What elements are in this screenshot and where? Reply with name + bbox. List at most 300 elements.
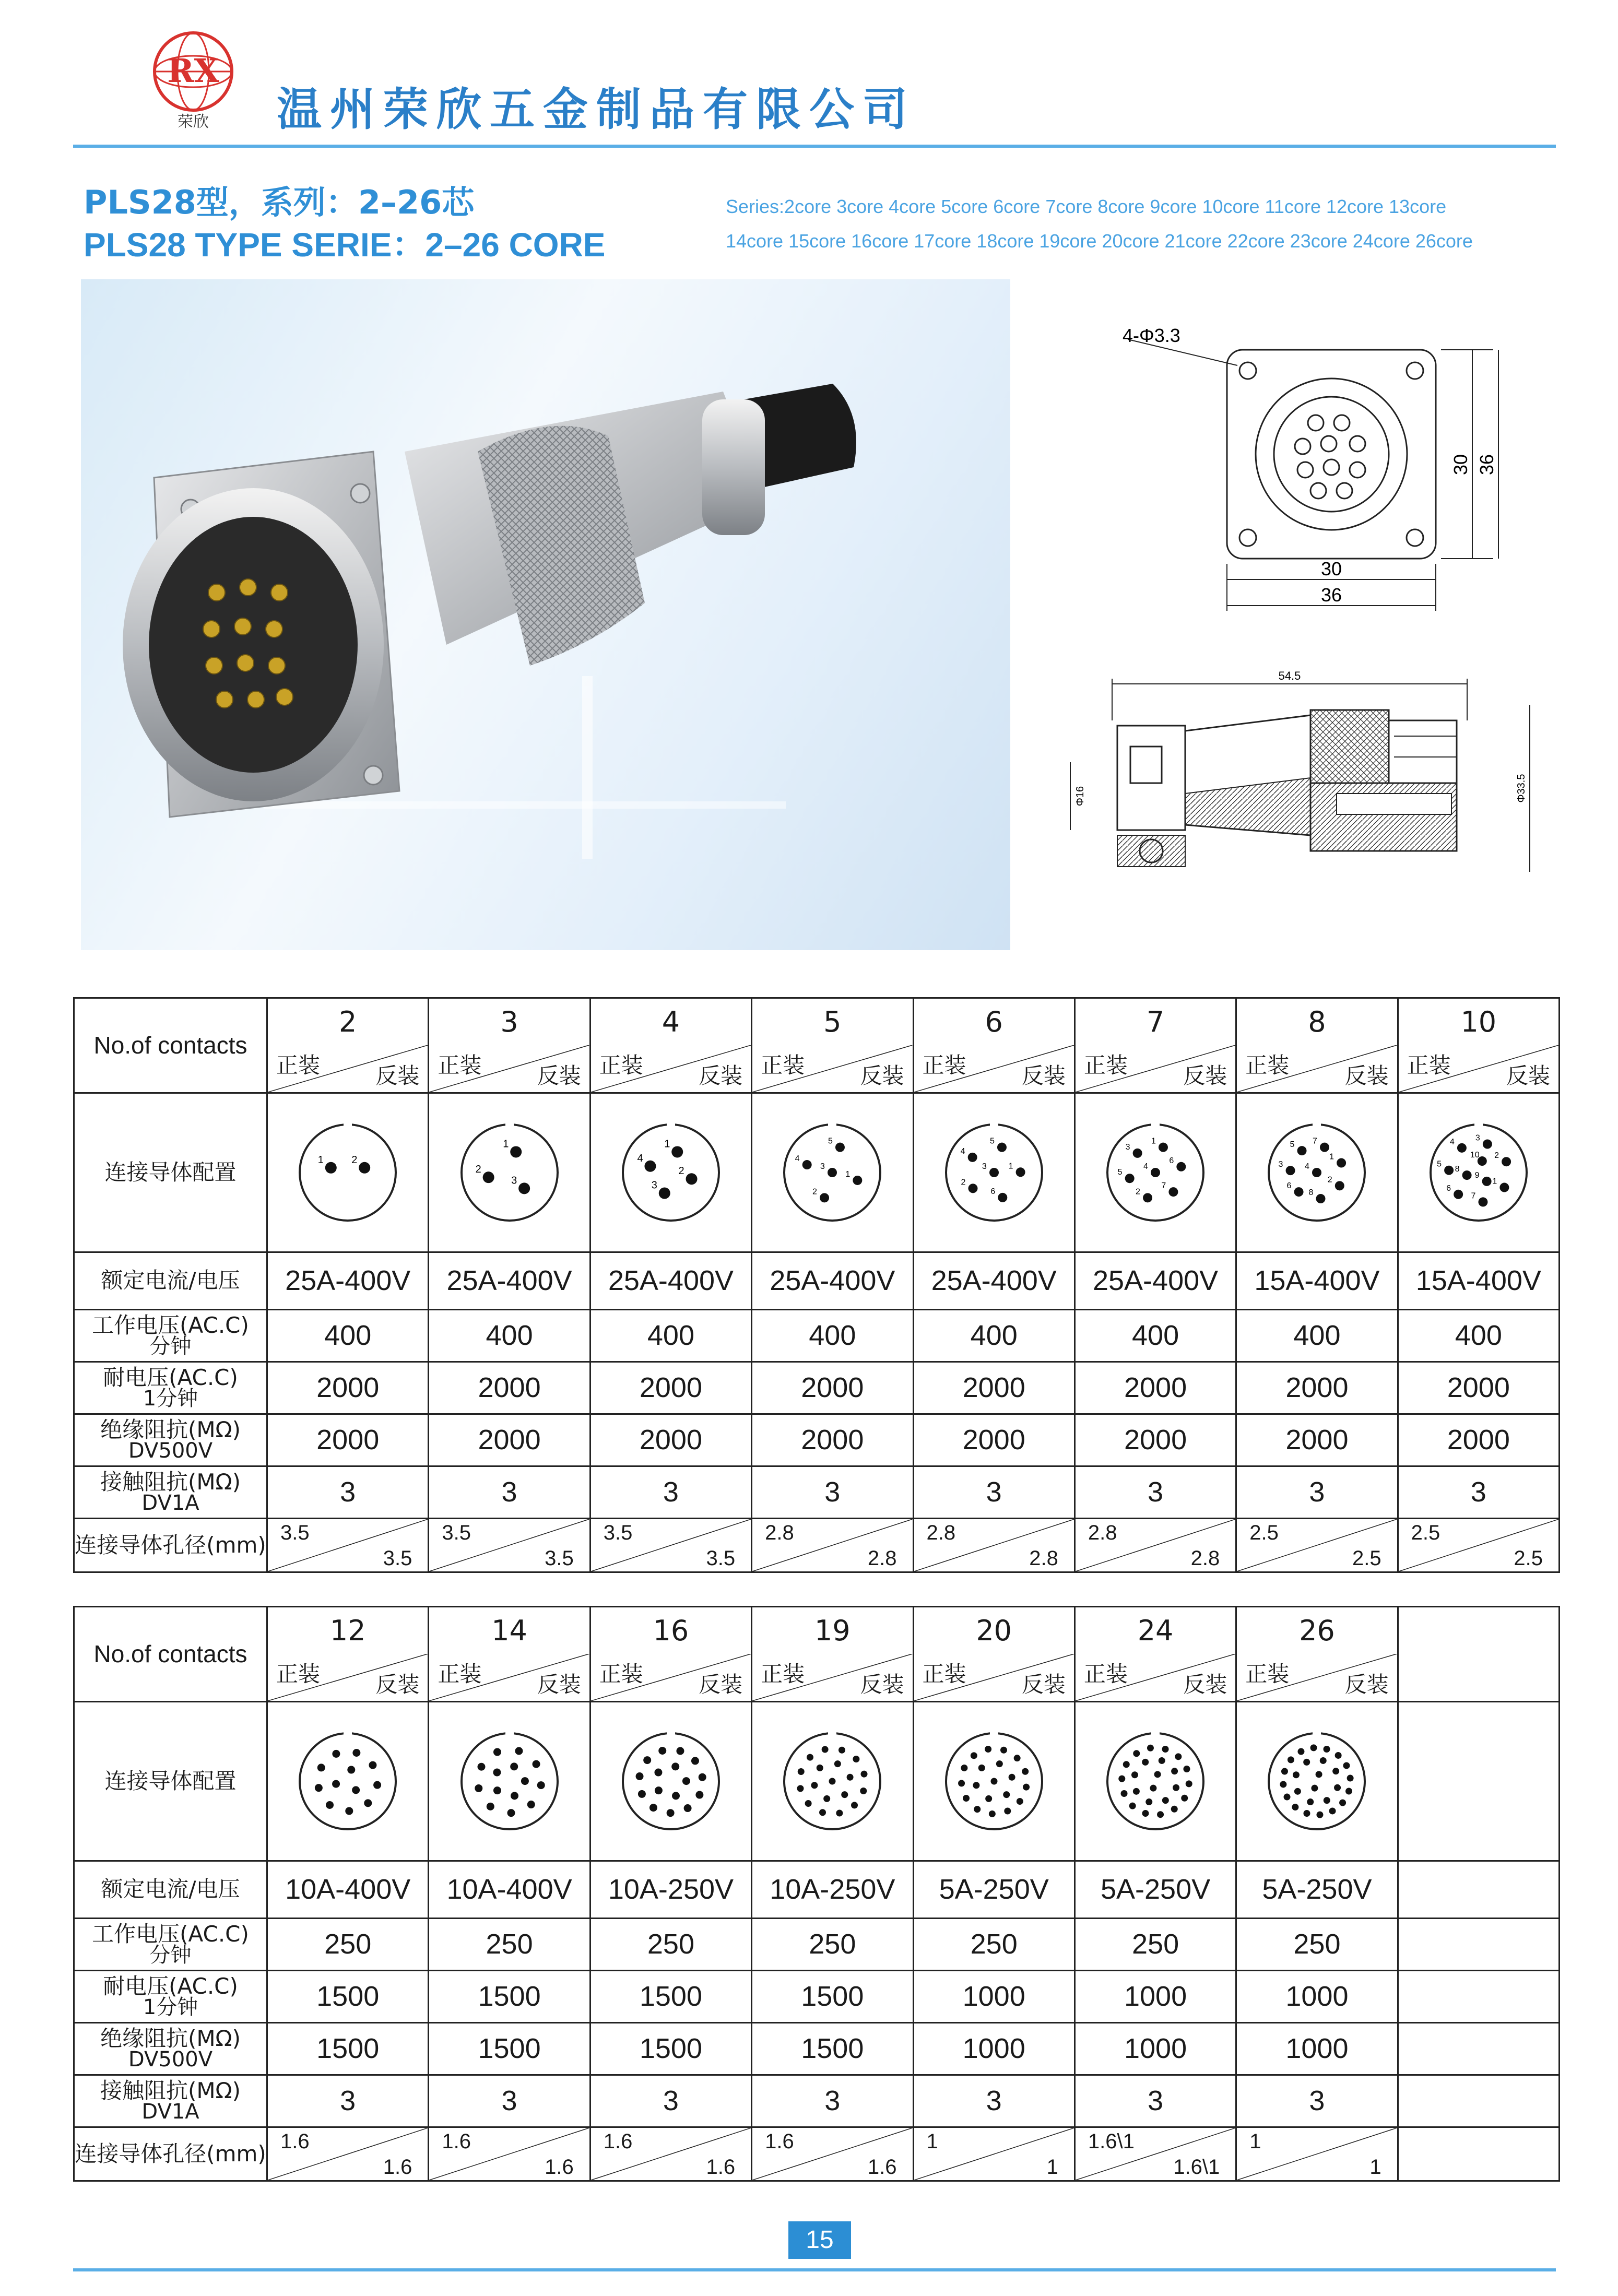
pin-number: 1 (1151, 1137, 1156, 1146)
pin-config-cell (590, 1093, 751, 1252)
pin-dot (1347, 1774, 1354, 1781)
pin-dot (1176, 1162, 1186, 1171)
pin-dot (1145, 1798, 1152, 1805)
contact-count: 4 (590, 998, 751, 1045)
empty-cell (1398, 2127, 1559, 2181)
pin-dot (1181, 1794, 1188, 1801)
pin-dot (682, 1777, 690, 1785)
pin-dot (1478, 1197, 1487, 1206)
pin-layout-diagram (457, 1120, 562, 1225)
mount-type (591, 1045, 751, 1092)
insulation-value: 1000 (1236, 2022, 1398, 2075)
contact-value: 3 (913, 1466, 1074, 1518)
pin-dot (1186, 1780, 1192, 1787)
mount-rear: 反装 (537, 1062, 581, 1088)
pin-dot (1317, 1811, 1324, 1818)
pin-dot (684, 1804, 692, 1812)
mount-type (1076, 1045, 1235, 1092)
hole-rear-value: 2.8 (1190, 1546, 1220, 1570)
rating-value: 25A-400V (752, 1252, 913, 1309)
rating-value: 5A-250V (1074, 1861, 1236, 1918)
pin-dot (861, 1770, 868, 1777)
work-value: 400 (590, 1309, 751, 1362)
pin-config-cell (913, 1093, 1074, 1252)
pin-dot (836, 1809, 843, 1816)
hole-front-value: 1.6 (765, 2129, 794, 2153)
svg-text:RX: RX (167, 52, 219, 90)
mount-front: 正装 (761, 1661, 805, 1687)
pin-dot (1123, 1761, 1130, 1768)
pin-layout-diagram (1103, 1729, 1208, 1833)
contact-value: 3 (267, 1466, 429, 1518)
mount-type-cell (1398, 1045, 1559, 1093)
pin-dot (691, 1757, 699, 1765)
pin-number: 2 (961, 1177, 966, 1187)
mount-type (1076, 1654, 1235, 1701)
pin-dot (369, 1761, 377, 1769)
mount-rear: 反装 (1183, 1671, 1227, 1697)
mount-rear: 反装 (1021, 1671, 1066, 1697)
company-name: 温州荣欣五金制品有限公司 (277, 84, 916, 136)
hole-rear-value: 1.6 (706, 2155, 736, 2179)
pin-dot (853, 1755, 860, 1762)
mount-rear: 反装 (1021, 1062, 1066, 1088)
pin-dot (1118, 1775, 1125, 1782)
pin-dot (1462, 1170, 1471, 1180)
logo-caption: 荣欣 (178, 113, 209, 131)
mount-rear: 反装 (1183, 1062, 1227, 1088)
pin-dot (1307, 1798, 1314, 1805)
config-label (74, 1701, 267, 1861)
mount-type-cell (267, 1045, 429, 1093)
pin-number: 4 (960, 1146, 965, 1156)
pin-layout-diagram (942, 1120, 1046, 1225)
pin-dot (1304, 1758, 1310, 1765)
contact-resistance-label-subtext: DV1A (141, 1491, 199, 1515)
hole-rear-value: 3.5 (383, 1546, 412, 1570)
pin-number: 2 (475, 1163, 481, 1175)
mount-type (752, 1045, 912, 1092)
pin-layout-diagram (1265, 1120, 1369, 1225)
rating-value: 25A-400V (913, 1252, 1074, 1309)
mount-type (429, 1045, 589, 1092)
pin-dot (1292, 1804, 1299, 1810)
config-label-text: 连接导体配置 (104, 1159, 237, 1185)
pin-config-cell (590, 1701, 751, 1861)
contact-value: 3 (752, 1466, 913, 1518)
contact-count: 5 (752, 998, 913, 1045)
pin-number: 3 (820, 1162, 825, 1171)
contact-value: 3 (752, 2075, 913, 2127)
pin-dot (1298, 1748, 1305, 1755)
rating-value: 15A-400V (1398, 1252, 1559, 1309)
pin-number: 1 (317, 1154, 324, 1166)
insulation-value: 1500 (590, 2022, 751, 2075)
pin-config-cell (752, 1093, 913, 1252)
insulation-value: 2000 (267, 1414, 429, 1466)
pin-number: 5 (1117, 1167, 1123, 1177)
insulation-resistance-label-text: 绝缘阻抗(MΩ) (100, 2026, 241, 2051)
pin-number: 8 (1308, 1188, 1314, 1197)
work-value: 250 (752, 1918, 913, 1970)
pin-number: 5 (989, 1137, 995, 1146)
pin-config-cell (752, 1701, 913, 1861)
pin-dot (667, 1809, 675, 1817)
pin-dot (317, 1764, 325, 1771)
pin-dot (1131, 1771, 1138, 1778)
insulation-resistance-label-subtext: DV500V (128, 2048, 213, 2072)
pin-dot (1154, 1771, 1161, 1778)
hole-front-value: 2.5 (1411, 1521, 1440, 1544)
svg-text:Φ33.5: Φ33.5 (1516, 774, 1527, 803)
pin-dot (1159, 1142, 1168, 1152)
insulation-resistance-label (74, 1414, 267, 1466)
mount-type-cell (752, 1654, 913, 1702)
pin-layout-diagram (296, 1729, 400, 1833)
pin-number: 1 (1492, 1177, 1497, 1186)
pin-number: 4 (795, 1154, 800, 1163)
withstand-voltage-label (74, 1362, 267, 1414)
hole-diameter-cell (913, 2127, 1074, 2181)
contacts-header-text: No.of contacts (93, 1032, 247, 1059)
pin-dot (326, 1801, 334, 1808)
pin-dot (1184, 1766, 1190, 1772)
pin-dot (1339, 1799, 1346, 1806)
pin-dot (961, 1764, 967, 1771)
hole-diameter (1237, 1519, 1397, 1571)
mount-rear: 反装 (1344, 1062, 1389, 1088)
pin-dot (1297, 1146, 1307, 1155)
hole-diameter-cell (590, 1518, 751, 1572)
pin-config-cell (267, 1701, 429, 1861)
work-value: 400 (1398, 1309, 1559, 1362)
mount-front: 正装 (438, 1052, 482, 1078)
pin-dot (1316, 1194, 1326, 1203)
pin-dot (989, 1810, 996, 1817)
pin-number: 9 (1474, 1170, 1480, 1180)
pin-dot (829, 1778, 836, 1784)
pin-dot (1162, 1797, 1169, 1804)
hole-rear-value: 1 (1046, 2155, 1058, 2179)
work-value: 250 (1236, 1918, 1398, 1970)
contact-count: 3 (429, 998, 590, 1045)
withstand-value: 2000 (1236, 1362, 1398, 1414)
pin-dot (847, 1773, 854, 1780)
hole-diameter (752, 1519, 912, 1571)
mount-type-cell (429, 1045, 590, 1093)
pin-dot (1162, 1745, 1169, 1752)
contact-count: 7 (1074, 998, 1236, 1045)
pin-dot (1284, 1793, 1291, 1800)
pin-dot (1159, 1757, 1165, 1764)
pin-dot (1151, 1168, 1160, 1177)
pin-dot (1157, 1811, 1164, 1818)
hole-rear-value: 2.5 (1514, 1546, 1543, 1570)
config-label (74, 1093, 267, 1252)
pin-dot (537, 1781, 545, 1789)
mount-front: 正装 (276, 1052, 321, 1078)
working-voltage-label-subtext: 分钟 (149, 1334, 192, 1358)
mount-type-cell (590, 1045, 751, 1093)
hole-diameter-cell (1236, 2127, 1398, 2181)
work-value: 250 (429, 1918, 590, 1970)
pin-dot (1168, 1187, 1178, 1197)
pin-dot (671, 1762, 679, 1770)
hole-rear-value: 3.5 (545, 1546, 574, 1570)
work-value: 250 (1074, 1918, 1236, 1970)
pin-dot (686, 1173, 697, 1185)
empty-cell (1398, 1970, 1559, 2022)
hole-diameter (1399, 1519, 1558, 1571)
contacts-header (74, 1607, 267, 1702)
withstand-value: 1000 (1236, 1970, 1398, 2022)
hole-diameter-label (74, 1518, 267, 1572)
pin-number: 4 (1305, 1162, 1310, 1171)
hole-front-value: 2.8 (765, 1521, 794, 1544)
pin-layout-diagram (942, 1729, 1046, 1833)
insulation-value: 2000 (752, 1414, 913, 1466)
pin-number: 7 (1161, 1181, 1166, 1190)
pin-config-cell (429, 1093, 590, 1252)
mount-rear: 反装 (1344, 1671, 1389, 1697)
contact-count: 14 (429, 1607, 590, 1654)
pin-number: 2 (678, 1165, 684, 1177)
svg-text:54.5: 54.5 (1278, 669, 1301, 682)
pin-dot (493, 1748, 501, 1756)
pin-dot (521, 1777, 528, 1785)
hole-rear-value: 2.5 (1352, 1546, 1381, 1570)
pin-dot (973, 1782, 979, 1789)
withstand-value: 2000 (752, 1362, 913, 1414)
contacts-header (74, 998, 267, 1093)
contact-count: 16 (590, 1607, 751, 1654)
withstand-voltage-label-subtext: 1分钟 (143, 1387, 198, 1411)
pin-config-cell (267, 1093, 429, 1252)
contact-value: 3 (429, 1466, 590, 1518)
pin-dot (1133, 1750, 1140, 1757)
pin-dot (510, 1146, 522, 1157)
insulation-value: 1500 (429, 2022, 590, 2075)
pin-dot (638, 1790, 646, 1797)
pin-dot (511, 1792, 518, 1800)
pin-dot (834, 1760, 841, 1767)
pin-dot (974, 1806, 981, 1813)
hole-front-value: 1 (1249, 2129, 1261, 2153)
pin-dot (1345, 1788, 1352, 1794)
pin-number: 5 (1436, 1159, 1442, 1169)
pin-dot (967, 1152, 977, 1162)
svg-text:36: 36 (1320, 584, 1342, 606)
pin-dot (797, 1785, 804, 1792)
withstand-value: 1500 (590, 1970, 751, 2022)
pin-dot (1329, 1807, 1336, 1814)
empty-cell (1398, 1607, 1559, 1702)
svg-text:30: 30 (1450, 454, 1471, 476)
pin-dot (1454, 1189, 1463, 1199)
pin-config-cell (1074, 1701, 1236, 1861)
contact-resistance-label-text: 接触阻抗(MΩ) (100, 1469, 241, 1495)
hole-diameter (752, 2128, 912, 2180)
insulation-value: 1500 (752, 2022, 913, 2075)
hole-diameter-label-text: 连接导体孔径(mm) (75, 2140, 266, 2167)
work-value: 400 (1236, 1309, 1398, 1362)
pin-dot (1304, 1810, 1310, 1817)
hole-diameter (1076, 1519, 1235, 1571)
pin-config-cell (429, 1701, 590, 1861)
contact-count: 20 (913, 1607, 1074, 1654)
pin-dot (1000, 1746, 1007, 1753)
hole-rear-value: 1.6 (383, 2155, 412, 2179)
withstand-value: 1000 (1074, 1970, 1236, 2022)
pin-dot (1343, 1762, 1350, 1769)
pin-number: 3 (511, 1174, 517, 1186)
contact-value: 3 (267, 2075, 429, 2127)
pin-dot (518, 1182, 530, 1194)
pin-dot (838, 1746, 845, 1753)
pin-dot (1320, 1757, 1327, 1764)
mount-type (268, 1045, 428, 1092)
pin-dot (1171, 1768, 1178, 1774)
title-chinese: PLS28型，系列：2–26芯 (84, 183, 475, 221)
pin-dot (807, 1754, 813, 1760)
pin-dot (482, 1171, 494, 1183)
pin-dot (1175, 1753, 1182, 1760)
pin-dot (347, 1766, 355, 1773)
pin-dot (658, 1746, 666, 1754)
pin-layout-diagram (457, 1729, 562, 1833)
work-value: 400 (1074, 1309, 1236, 1362)
hole-diameter (914, 1519, 1074, 1571)
pin-dot (477, 1762, 485, 1770)
pin-dot (989, 1168, 999, 1177)
pin-dot (968, 1183, 977, 1193)
hole-front-value: 2.5 (1249, 1521, 1279, 1544)
mount-front: 正装 (438, 1661, 482, 1687)
contact-value: 3 (1236, 2075, 1398, 2127)
pin-config-cell (1236, 1701, 1398, 1861)
withstand-value: 1500 (752, 1970, 913, 2022)
pin-dot (1335, 1181, 1344, 1190)
withstand-voltage-label-subtext: 1分钟 (143, 1995, 198, 2019)
mount-rear: 反装 (699, 1062, 743, 1088)
pin-dot (1482, 1176, 1491, 1186)
config-label-text: 连接导体配置 (104, 1768, 237, 1794)
hole-diameter-cell (267, 2127, 429, 2181)
pin-dot (997, 1142, 1007, 1152)
pin-dot (1004, 1807, 1011, 1814)
pin-number: 4 (1143, 1162, 1148, 1171)
hole-diameter-cell (1398, 1518, 1559, 1572)
pin-dot (819, 1809, 826, 1816)
pin-dot (822, 1746, 829, 1753)
svg-text:36: 36 (1476, 454, 1497, 476)
pin-dot (1147, 1744, 1154, 1751)
hole-rear-value: 2.8 (867, 1546, 897, 1570)
pin-number: 2 (1136, 1187, 1141, 1196)
pin-number: 6 (1286, 1181, 1292, 1190)
pin-dot (659, 1187, 670, 1199)
pin-dot (1499, 1182, 1509, 1192)
pin-number: 3 (1125, 1142, 1130, 1152)
pin-dot (1008, 1773, 1015, 1780)
pin-dot (359, 1162, 370, 1173)
pin-dot (1294, 1788, 1301, 1794)
hole-diameter-cell (1074, 2127, 1236, 2181)
mount-type-cell (1074, 1045, 1236, 1093)
pin-dot (493, 1786, 501, 1794)
contact-resistance-label-text: 接触阻抗(MΩ) (100, 2078, 241, 2103)
mount-type-cell (1074, 1654, 1236, 1702)
hole-front-value: 2.8 (926, 1521, 956, 1544)
contact-resistance-label (74, 2075, 267, 2127)
pin-dot (1280, 1781, 1287, 1788)
rating-value: 10A-400V (429, 1861, 590, 1918)
hole-front-value: 1.6\1 (1088, 2129, 1135, 2153)
pin-layout-diagram (619, 1120, 723, 1225)
hole-rear-value: 1 (1369, 2155, 1381, 2179)
rating-value: 25A-400V (429, 1252, 590, 1309)
mount-type (752, 1654, 912, 1701)
mount-type (429, 1654, 589, 1701)
hole-front-value: 1 (926, 2129, 938, 2153)
pin-number: 3 (651, 1179, 657, 1191)
pin-dot (820, 1193, 829, 1202)
contact-count: 19 (752, 1607, 913, 1654)
pin-dot (1023, 1783, 1030, 1790)
hole-diameter-cell (267, 1518, 429, 1572)
mount-type (268, 1654, 428, 1701)
mount-type-cell (590, 1654, 751, 1702)
pin-dot (860, 1787, 867, 1794)
insulation-value: 1000 (913, 2022, 1074, 2075)
hole-diameter-cell (429, 2127, 590, 2181)
pin-dot (1171, 1805, 1178, 1812)
mount-front: 正装 (599, 1661, 643, 1687)
mount-rear: 反装 (860, 1062, 904, 1088)
mount-rear: 反装 (1506, 1062, 1550, 1088)
hole-diameter (1076, 2128, 1235, 2180)
working-voltage-label (74, 1309, 267, 1362)
pin-dot (1312, 1168, 1321, 1177)
pin-dot (486, 1802, 494, 1810)
insulation-resistance-label (74, 2022, 267, 2075)
mount-type (914, 1045, 1074, 1092)
rating-value: 5A-250V (913, 1861, 1074, 1918)
working-voltage-label-text: 工作电压(AC.C) (92, 1312, 249, 1338)
pin-dot (1143, 1193, 1152, 1202)
mount-rear: 反装 (375, 1671, 420, 1697)
contact-value: 3 (590, 2075, 751, 2127)
empty-cell (1398, 2075, 1559, 2127)
pin-dot (1133, 1788, 1140, 1794)
pin-dot (1293, 1771, 1300, 1778)
insulation-value: 2000 (429, 1414, 590, 1466)
pin-number: 5 (828, 1137, 833, 1146)
pin-config-cell (913, 1701, 1074, 1861)
pin-dot (1129, 1802, 1136, 1809)
hole-front-value: 2.8 (1088, 1521, 1117, 1544)
mount-type (1237, 1654, 1397, 1701)
insulation-value: 2000 (913, 1414, 1074, 1466)
pin-number: 3 (982, 1162, 987, 1171)
pin-number: 7 (1313, 1137, 1318, 1146)
pin-dot (1017, 1797, 1023, 1804)
pin-layout-diagram (296, 1120, 400, 1225)
withstand-voltage-label (74, 1970, 267, 2022)
contact-value: 3 (1236, 1466, 1398, 1518)
contact-value: 3 (590, 1466, 751, 1518)
rating-label (74, 1861, 267, 1918)
